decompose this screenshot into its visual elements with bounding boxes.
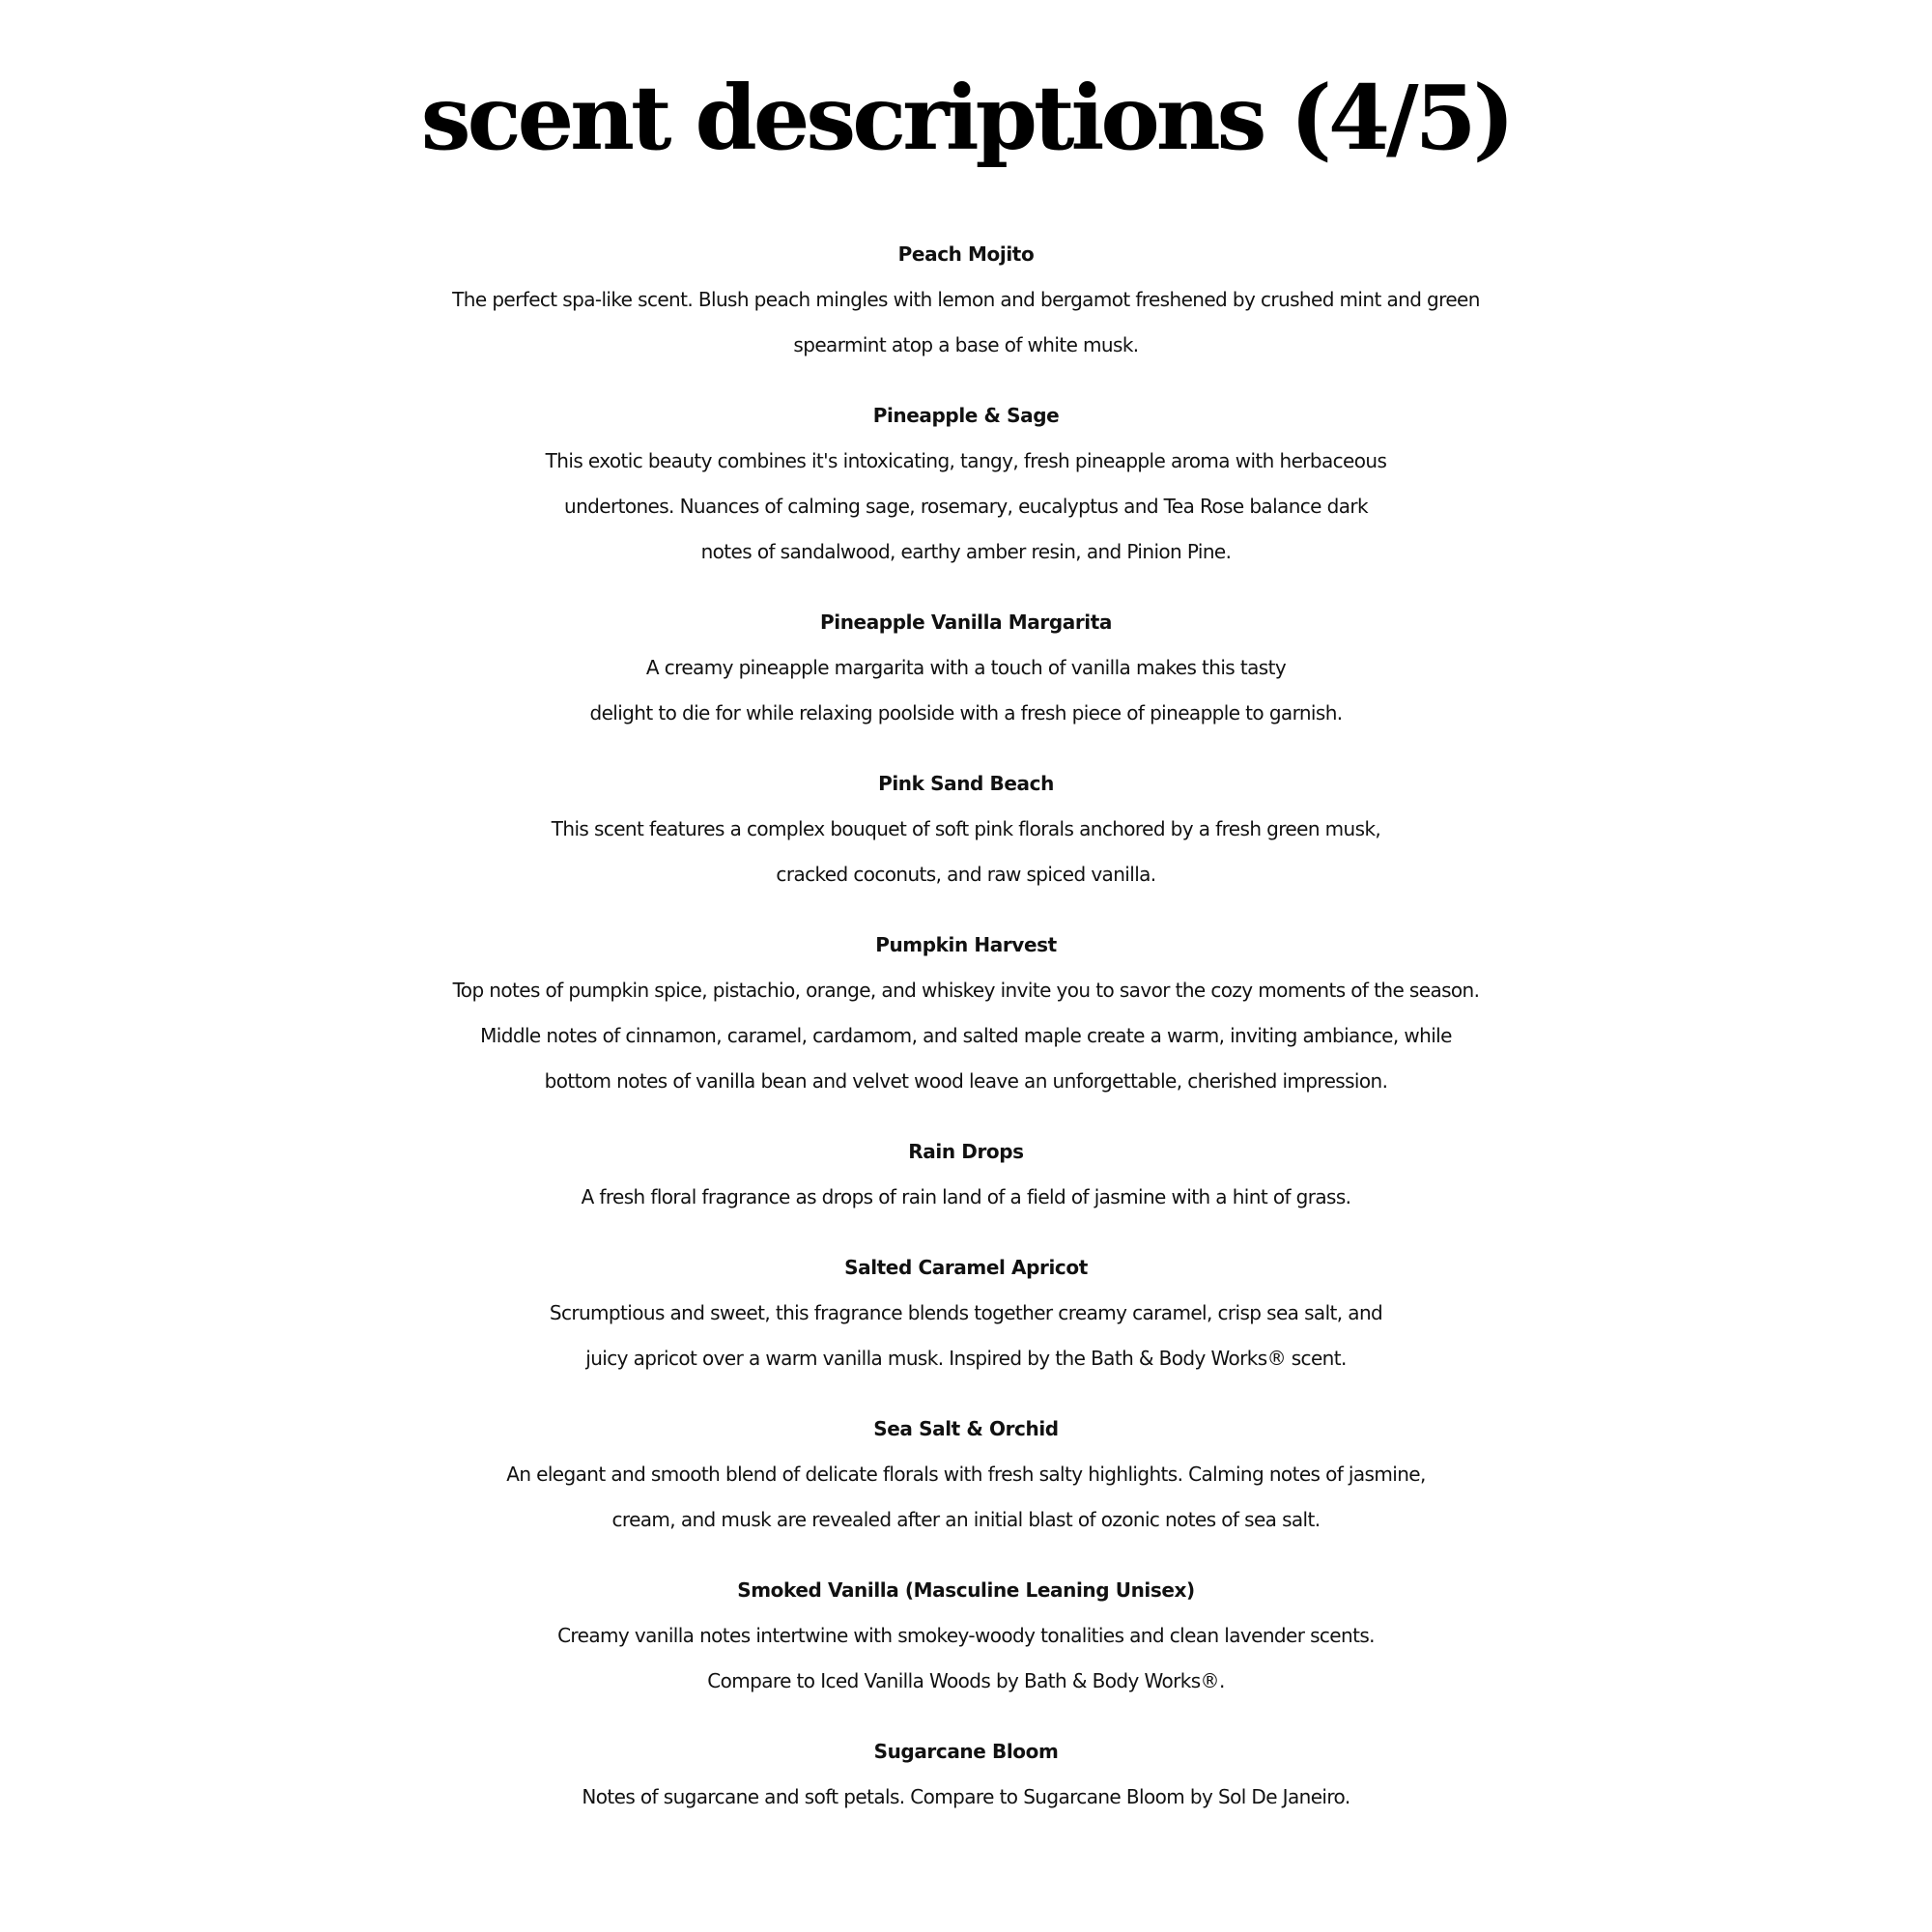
scent-description [0,1175,1932,1220]
scent-description [0,277,1932,368]
description-line: notes of sandalwood, earthy amber resin, and Pinion Pine. [700,540,1232,563]
scent-entry-salted-caramel-apricot [0,1245,1932,1381]
scent-name: Rain Drops [908,1140,1024,1163]
scent-description [0,1613,1932,1704]
scent-name: Sugarcane Bloom [873,1740,1059,1763]
scent-name: Pink Sand Beach [878,772,1054,795]
description-line: bottom notes of vanilla bean and velvet wood leave an unforgettable, cherished impression. [544,1069,1388,1093]
description-line: A creamy pineapple margarita with a touch of vanilla makes this tasty [645,656,1287,679]
scent-entry-pumpkin-harvest [0,923,1932,1104]
scent-description [0,968,1932,1104]
description-line: This exotic beauty combines it's intoxicating, tangy, fresh pineapple aroma with herbaceous [545,449,1387,472]
description-line: An elegant and smooth blend of delicate florals with fresh salty highlights. Calming notes of jasmine, [506,1463,1426,1486]
description-line: cream, and musk are revealed after an initial blast of ozonic notes of sea salt. [611,1508,1321,1531]
scent-list [0,232,1932,1845]
scent-description [0,1452,1932,1543]
description-line: Top notes of pumpkin spice, pistachio, orange, and whiskey invite you to savor the cozy moments of the season. [452,979,1480,1002]
description-line: Creamy vanilla notes intertwine with smokey-woody tonalities and clean lavender scents. [557,1624,1375,1647]
description-line: undertones. Nuances of calming sage, rosemary, eucalyptus and Tea Rose balance dark [564,495,1368,518]
description-line: juicy apricot over a warm vanilla musk. Inspired by the Bath & Body Works® scent. [585,1347,1347,1370]
scent-name: Sea Salt & Orchid [873,1417,1059,1440]
description-line: delight to die for while relaxing poolside with a fresh piece of pineapple to garnish. [589,701,1343,724]
description-line: Scrumptious and sweet, this fragrance blends together creamy caramel, crisp sea salt, and [549,1301,1383,1324]
description-line: cracked coconuts, and raw spiced vanilla. [776,863,1156,886]
scent-entry-rain-drops [0,1129,1932,1220]
scent-entry-sea-salt-orchid [0,1406,1932,1543]
scent-name: Pumpkin Harvest [875,933,1057,956]
description-line: The perfect spa-like scent. Blush peach mingles with lemon and bergamot freshened by crushed mint and green [452,288,1480,311]
scent-entry-pineapple-sage [0,393,1932,575]
scent-description [0,1775,1932,1820]
scent-name: Pineapple & Sage [872,404,1060,427]
scent-entry-pink-sand-beach [0,761,1932,897]
page-title: scent descriptions (4/5) [420,66,1512,170]
scent-description [0,807,1932,897]
scent-description [0,439,1932,575]
scent-description [0,645,1932,736]
scent-entry-sugarcane-bloom [0,1729,1932,1820]
scent-name: Pineapple Vanilla Margarita [819,611,1113,634]
scent-entry-smoked-vanilla [0,1568,1932,1704]
description-line: spearmint atop a base of white musk. [793,333,1139,356]
scent-entry-peach-mojito [0,232,1932,368]
scent-description [0,1291,1932,1381]
description-line: Middle notes of cinnamon, caramel, cardamom, and salted maple create a warm, inviting ambiance, while [480,1024,1452,1047]
description-line: A fresh floral fragrance as drops of rain land of a field of jasmine with a hint of grass. [581,1185,1351,1208]
scent-name: Peach Mojito [897,242,1035,266]
scent-entry-pineapple-vanilla-margarita [0,600,1932,736]
description-line: Notes of sugarcane and soft petals. Compare to Sugarcane Bloom by Sol De Janeiro. [582,1785,1350,1808]
description-line: Compare to Iced Vanilla Woods by Bath & Body Works®. [707,1669,1225,1692]
scent-name: Smoked Vanilla (Masculine Leaning Unisex) [737,1578,1195,1602]
scent-name: Salted Caramel Apricot [844,1256,1088,1279]
description-line: This scent features a complex bouquet of soft pink florals anchored by a fresh green musk, [551,817,1381,840]
